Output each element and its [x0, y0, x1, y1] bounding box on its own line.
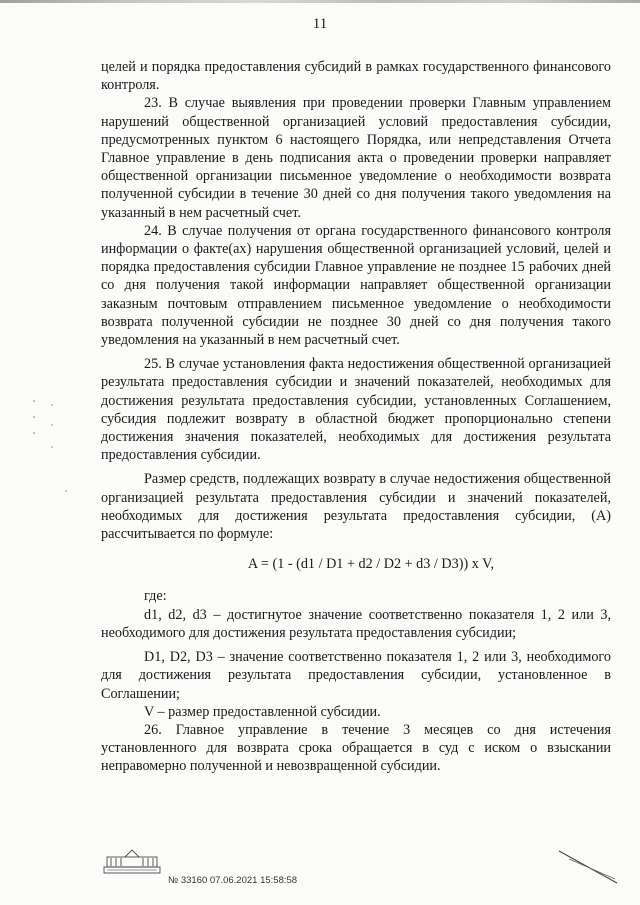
definition-D: D1, D2, D3 – значение соответственно показателя 1, 2 или 3, необходимого для достижения результата предоставления субсидии, установленное в Соглашении; — [101, 649, 611, 702]
formula: A = (1 - (d1 / D1 + d2 / D2 + d3 / D3)) x V, — [247, 556, 495, 573]
scan-mark-bottom-right — [555, 845, 625, 890]
paragraph-continuation: целей и порядка предоставления субсидий в рамках государственного финансового контроля. — [101, 59, 611, 94]
definition-V: V – размер предоставленной субсидии. — [144, 703, 381, 720]
scan-top-edge — [0, 0, 640, 3]
scan-specks-left — [30, 395, 70, 505]
paragraph-24: 24. В случае получения от органа государственного финансового контроля информации о факте(ах) нарушения общественной организацией условий, целей и порядка предоставления субсидии Главное управление не позднее 15 рабочих дней со дня получения такой информации направляет общественной организации заказным почтовым отправлением письменное уведомление о необходимости возврата полученной субсидии не позднее 30 дней со дня получения такого уведомления на указанный в нем расчетный счет. — [101, 222, 611, 349]
paragraph-amount: Размер средств, подлежащих возврату в случае недостижения общественной организацией результата предоставления субсидии и значений показателей, необходимых для достижения результата предоставления субсидии, (А) рассчитывается по формуле: — [101, 471, 611, 543]
paragraph-26: 26. Главное управление в течение 3 месяцев со дня истечения установленного для возврата срока обращается в суд с иском о взыскании неправомерно полученной и невозвращенной субсидии. — [101, 721, 611, 775]
definition-d: d1, d2, d3 – достигнутое значение соответственно показателя 1, 2 или 3, необходимого для достижения результата предоставления субсидии; — [101, 606, 611, 641]
registry-building-stamp-icon — [103, 847, 161, 875]
paragraph-25: 25. В случае установления факта недостижения общественной организацией результата предоставления субсидии и значений показателей, необходимых для достижения результата предоставления субсидии, установленных Соглашением, субсидия подлежит возврату в областной бюджет пропорционально степени достижения значения показателей, необходимых для достижения результата предоставления субсидии. — [101, 356, 611, 464]
document-body — [101, 58, 611, 776]
where-label: где: — [144, 588, 167, 605]
registration-number: № 33160 07.06.2021 15:58:58 — [168, 875, 298, 886]
paragraph-23: 23. В случае выявления при проведении проверки Главным управлением нарушений общественной организацией условий предоставления субсидии, предусмотренных пунктом 6 настоящего Порядка, или непредставления Отчета Главное управление в день подписания акта о проведении проверки направляет общественной организации письменное уведомление о необходимости возврата полученной субсидии в течение 30 дней со дня получения такого уведомления на указанный в нем расчетный счет. — [101, 95, 611, 221]
page-number: 11 — [312, 16, 328, 32]
